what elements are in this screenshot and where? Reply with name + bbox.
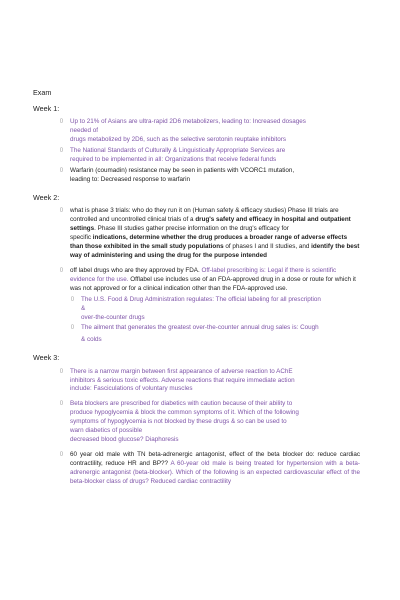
- list-item: ▯ what is phase 3 trials: who do they run it on (Human safety & efficacy studies) Phase III trials are controlled and uncontrolled clinical trials of a drug's safety and efficacy in hospital and outpatient settings. Phase III studies gather precise information on the drug's efficacy for specific indications, determine whether the drug produces a broader range of adverse effects than those exhibited in the small study populations of phases I and II studies, and identify the best way of administering and using the drug for the purpose intended: [60, 207, 360, 259]
- small-square-bullet-icon: ▯: [60, 400, 63, 407]
- list-item: ▯ off label drugs who are they approved by FDA. Off-label prescribing is: Legal if there is scientific evidence for the use. Offlabel use includes use of an FDA-approved drug in a dose or route for which it was not approved or for a clinical indication other than the FDA-approved use.: [60, 266, 356, 292]
- small-square-bullet-icon: ▯: [60, 207, 63, 214]
- document-title: Exam: [33, 88, 52, 97]
- list-item: ▯ Warfarin (coumadin) resistance may be seen in patients with VCORC1 mutation, leading to: Decreased response to warfarin: [60, 167, 295, 184]
- small-square-bullet-icon: ▯: [60, 167, 63, 174]
- week-2-heading: Week 2:: [33, 193, 60, 202]
- week-2-list: [33, 207, 360, 345]
- list-item: ▯ 60 year old male with TN beta-adrenergic antagonist, effect of the beta blocker do: reduce cardiac contractility, reduce HR and BP?? A 60-year old male is being treated for hypertension with a beta-adrenergic antagonist (beta-blocker). Which of the following is an expected cardiovascular effect of the beta-blocker class of drugs? Reduced cardiac contractility: [60, 451, 360, 485]
- small-square-bullet-icon: ▯: [60, 367, 63, 374]
- list-item: ▯ The U.S. Food & Drug Administration regulates: The official labeling for all prescription & over-the-counter drugs: [71, 295, 321, 321]
- small-square-bullet-icon: ▯: [60, 118, 63, 125]
- list-item: ▯ The National Standards of Culturally & Linguistically Appropriate Services are required to be implemented in all: Organizations that receive federal funds: [60, 147, 286, 164]
- small-square-bullet-icon: ▯: [71, 324, 74, 331]
- list-item: ▯ Beta blockers are prescribed for diabetics with caution because of their ability to produce hypoglycemia & block the common symptoms of it. Which of the following symptoms of hypoglycemia is not blocked by these drugs & so can be used to warn diabetics of possible decreased blood glucose? Diaphoresis: [60, 400, 299, 444]
- small-square-bullet-icon: ▯: [71, 295, 74, 302]
- small-square-bullet-icon: ▯: [60, 451, 63, 458]
- week-3-list: [33, 368, 360, 487]
- small-square-bullet-icon: ▯: [60, 147, 63, 154]
- list-item: ▯ There is a narrow margin between first appearance of adverse reaction to AChE inhibitors & serious toxic effects. Adverse reactions that require immediate action include: Fasciculations of voluntary muscles: [60, 367, 295, 393]
- week-1-list: [33, 118, 360, 185]
- list-item: ▯ The ailment that generates the greatest over-the-counter annual drug sales is: Cough & colds: [71, 324, 319, 344]
- week-3-heading: Week 3:: [33, 353, 60, 363]
- list-item: ▯ Up to 21% of Asians are ultra-rapid 2D6 metabolizers, leading to: Increased dosages needed of drugs metabolized by 2D6, such as the selective serotonin reuptake inhibitors: [60, 118, 306, 144]
- week-1-heading: Week 1:: [33, 104, 60, 114]
- small-square-bullet-icon: ▯: [60, 266, 63, 273]
